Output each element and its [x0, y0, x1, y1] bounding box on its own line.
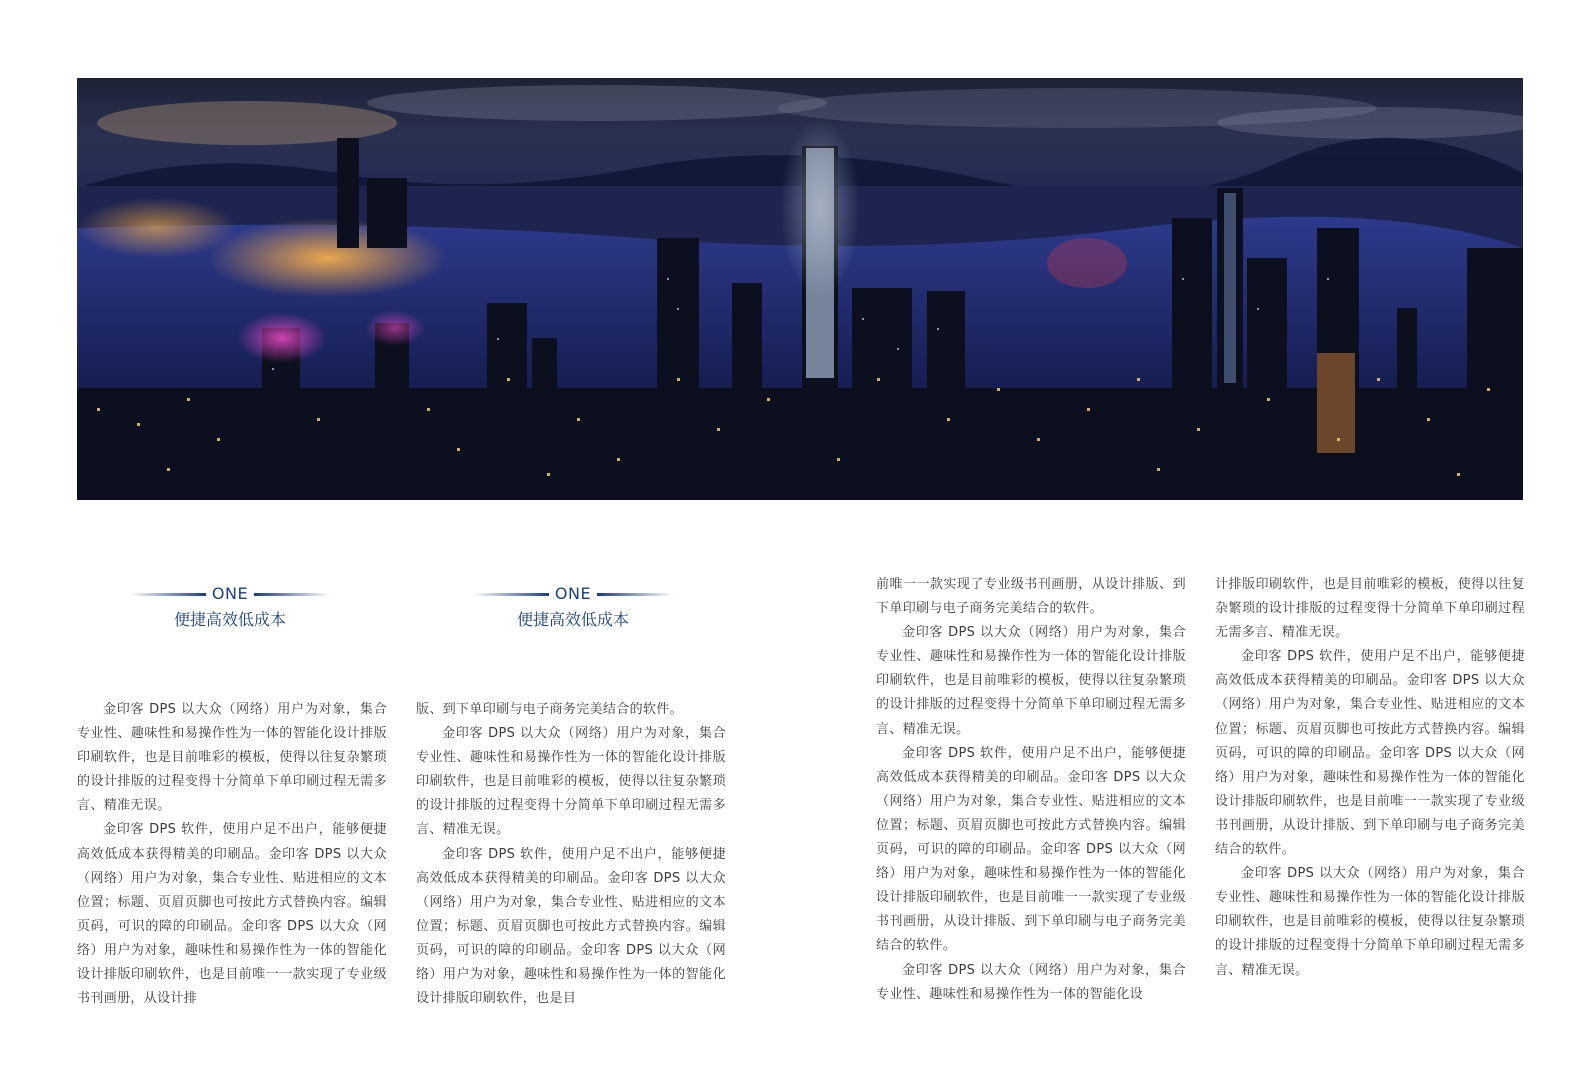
- heading-rule-left: [473, 593, 549, 596]
- body-paragraph: 金印客 DPS 以大众（网络）用户为对象，集合专业性、趣味性和易操作性为一体的智能化设计排版印刷软件，也是目前唯彩的模板，使得以往复杂繁琐的设计排版的过程变得十分简单下单印刷过程无需多言、精准无误。: [876, 625, 1186, 737]
- hero-cityscape-image: [77, 78, 1523, 500]
- body-paragraph: 金印客 DPS 以大众（网络）用户为对象，集合专业性、趣味性和易操作性为一体的智能化设计排版印刷软件，也是目前唯彩的模板，使得以往复杂繁琐的设计排版的过程变得十分简单下单印刷过程无需多言、精准无误。: [416, 726, 726, 838]
- body-paragraph: 前唯一一款实现了专业级书刊画册，从设计排版、到下单印刷与电子商务完美结合的软件。: [876, 577, 1186, 617]
- text-column-2: [416, 698, 726, 1011]
- heading-rule-right: [597, 593, 673, 596]
- heading-label: ONE: [554, 584, 592, 603]
- body-paragraph: 金印客 DPS 软件，使用户足不出户，能够便捷高效低成本获得精美的印刷品。金印客 DPS 以大众（网络）用户为对象，集合专业性、贴进相应的文本位置；标题、页眉页脚也可按此方式替换内容。编辑页码，可识的障的印刷品。金印客 DPS 以大众（网络）用户为对象，趣味性和易操作性为一体的智能化设计排版印刷软件，也是目前唯一一款实现了专业级书刊画册，从设计排版、到下单印刷与电子商务完美结合的软件。: [876, 745, 1186, 954]
- heading-rule-right: [254, 593, 330, 596]
- body-paragraph: 金印客 DPS 软件，使用户足不出户，能够便捷高效低成本获得精美的印刷品。金印客 DPS 以大众（网络）用户为对象，集合专业性、贴进相应的文本位置；标题、页眉页脚也可按此方式替换内容。编辑页码，可识的障的印刷品。金印客 DPS 以大众（网络）用户为对象，趣味性和易操作性为一体的智能化设计排版印刷软件，也是目前唯一一款实现了专业级书刊画册，从设计排: [77, 822, 387, 1007]
- heading-rule-left: [130, 593, 206, 596]
- body-paragraph: 计排版印刷软件，也是目前唯彩的模板，使得以往复杂繁琐的设计排版的过程变得十分简单下单印刷过程无需多言、精准无误。: [1215, 577, 1525, 641]
- body-paragraph: 金印客 DPS 以大众（网络）用户为对象，集合专业性、趣味性和易操作性为一体的智能化设计排版印刷软件，也是目前唯彩的模板，使得以往复杂繁琐的设计排版的过程变得十分简单下单印刷过程无需多言、精准无误。: [1215, 866, 1525, 978]
- body-paragraph: 金印客 DPS 软件，使用户足不出户，能够便捷高效低成本获得精美的印刷品。金印客 DPS 以大众（网络）用户为对象，集合专业性、贴进相应的文本位置；标题、页眉页脚也可按此方式替换内容。编辑页码，可识的障的印刷品。金印客 DPS 以大众（网络）用户为对象，趣味性和易操作性为一体的智能化设计排版印刷软件，也是目: [416, 846, 726, 1007]
- body-paragraph: 金印客 DPS 以大众（网络）用户为对象，集合专业性、趣味性和易操作性为一体的智能化设: [876, 962, 1186, 1002]
- heading-label: ONE: [211, 584, 249, 603]
- body-paragraph: 金印客 DPS 以大众（网络）用户为对象，集合专业性、趣味性和易操作性为一体的智能化设计排版印刷软件，也是目前唯彩的模板，使得以往复杂繁琐的设计排版的过程变得十分简单下单印刷过程无需多言、精准无误。: [77, 702, 387, 814]
- section-heading-2: [473, 584, 673, 630]
- heading-subtitle: 便捷高效低成本: [516, 610, 629, 629]
- section-heading-1: [130, 584, 330, 630]
- text-column-3: [876, 573, 1186, 1007]
- heading-subtitle: 便捷高效低成本: [173, 610, 286, 629]
- text-column-1: [77, 698, 387, 1011]
- body-paragraph: 金印客 DPS 软件，使用户足不出户，能够便捷高效低成本获得精美的印刷品。金印客 DPS 以大众（网络）用户为对象，集合专业性、贴进相应的文本位置；标题、页眉页脚也可按此方式替换内容。编辑页码，可识的障的印刷品。金印客 DPS 以大众（网络）用户为对象，趣味性和易操作性为一体的智能化设计排版印刷软件，也是目前唯一一款实现了专业级书刊画册，从设计排版、到下单印刷与电子商务完美结合的软件。: [1215, 649, 1525, 858]
- text-column-4: [1215, 573, 1525, 983]
- body-paragraph: 版、到下单印刷与电子商务完美结合的软件。: [416, 702, 684, 717]
